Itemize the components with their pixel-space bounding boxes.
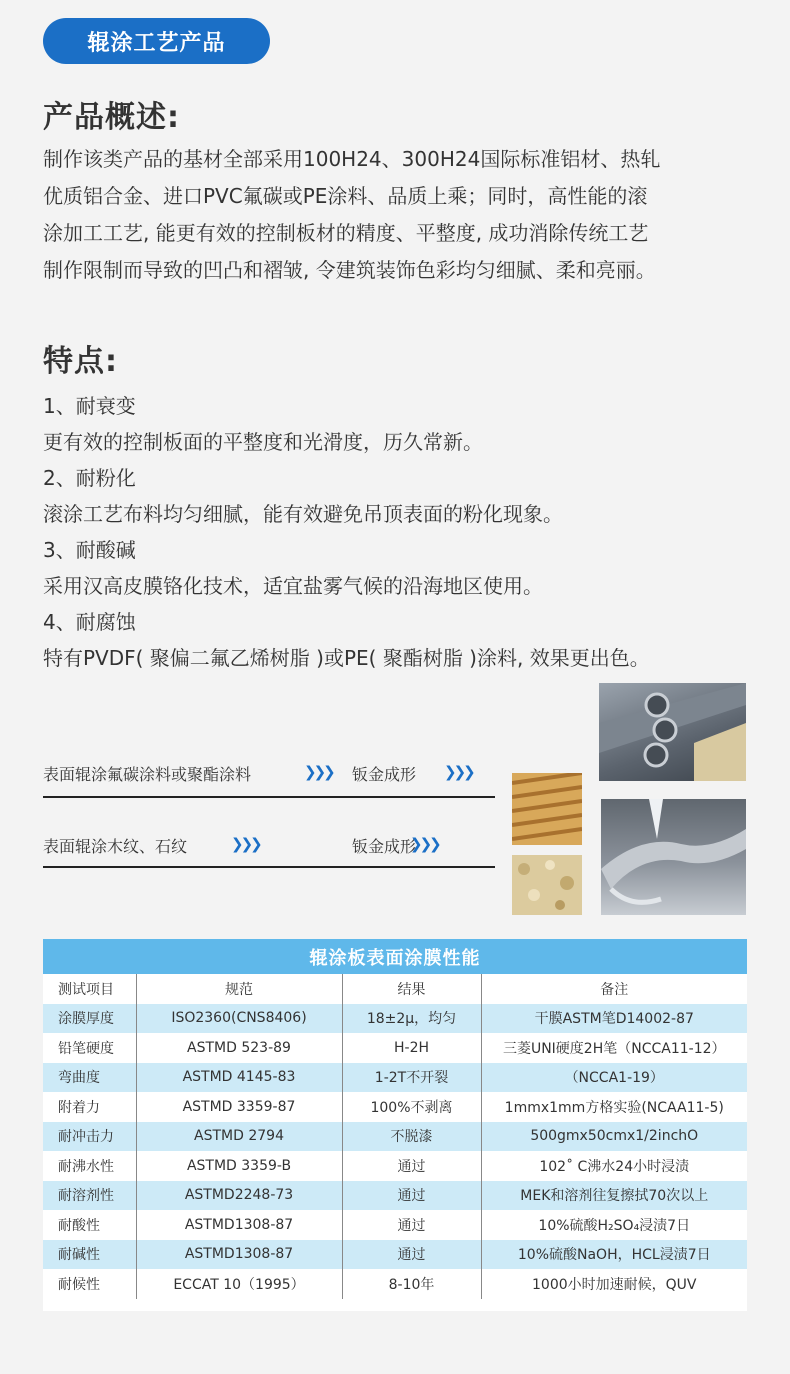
result-cell: 8-10年 [342, 1269, 481, 1299]
result-cell: 100%不剥离 [342, 1092, 481, 1122]
test-item-cell: 耐碱性 [43, 1240, 136, 1270]
note-cell: 102˚ C沸水24小时浸渍 [481, 1151, 747, 1181]
standard-cell: ISO2360(CNS8406) [136, 1004, 342, 1034]
column-header: 结果 [342, 974, 481, 1004]
test-item-cell: 耐酸性 [43, 1210, 136, 1240]
result-cell: 通过 [342, 1181, 481, 1211]
test-item-cell: 弯曲度 [43, 1063, 136, 1093]
table-row [43, 1151, 747, 1181]
column-header: 规范 [136, 974, 342, 1004]
note-cell: 500gmx50cmx1/2inchO [481, 1122, 747, 1152]
feature-description: 采用汉高皮膜铬化技术，适宜盐雾气候的沿海地区使用。 [43, 574, 543, 598]
formed-gutter-image [601, 799, 746, 915]
overview-line: 优质铝合金、进口PVC氟碳或PE涂料、品质上乘；同时，高性能的滚 [43, 184, 648, 208]
feature-description: 特有PVDF( 聚偏二氟乙烯树脂 )或PE( 聚酯树脂 )涂料, 效果更出色。 [43, 646, 650, 670]
standard-cell: ASTMD 4145-83 [136, 1063, 342, 1093]
standard-cell: ASTMD 523-89 [136, 1033, 342, 1063]
standard-cell: ASTMD 3359-87 [136, 1092, 342, 1122]
test-item-cell: 耐沸水性 [43, 1151, 136, 1181]
test-item-cell: 附着力 [43, 1092, 136, 1122]
test-item-cell: 耐候性 [43, 1269, 136, 1299]
process-step-coating: 表面辊涂氟碳涂料或聚酯涂料 [43, 765, 252, 784]
standard-cell: ASTMD1308-87 [136, 1240, 342, 1270]
result-cell: 1-2T不开裂 [342, 1063, 481, 1093]
coating-performance-table [43, 939, 747, 1311]
result-cell: H-2H [342, 1033, 481, 1063]
feature-description: 更有效的控制板面的平整度和光滑度，历久常新。 [43, 430, 483, 454]
table-row [43, 1269, 747, 1299]
test-item-cell: 耐冲击力 [43, 1122, 136, 1152]
standard-cell: ECCAT 10（1995） [136, 1269, 342, 1299]
feature-heading: 2、耐粉化 [43, 466, 136, 490]
stone-texture-sample-image [512, 855, 582, 915]
note-cell: 10%硫酸NaOH，HCL浸渍7日 [481, 1240, 747, 1270]
feature-heading: 1、耐衰变 [43, 394, 136, 418]
table-row [43, 1033, 747, 1063]
table-row [43, 1122, 747, 1152]
test-item-cell: 涂膜厚度 [43, 1004, 136, 1034]
table-header-row [43, 974, 747, 1004]
standard-cell: ASTMD2248-73 [136, 1181, 342, 1211]
overview-line: 涂加工工艺, 能更有效的控制板材的精度、平整度, 成功消除传统工艺 [43, 221, 649, 245]
chevron-right-icon: ❯❯❯ [231, 835, 260, 853]
test-item-cell: 铅笔硬度 [43, 1033, 136, 1063]
note-cell: 1mmx1mm方格实验(NCAA11-5) [481, 1092, 747, 1122]
features-title: 特点: [43, 344, 118, 379]
chevron-right-icon: ❯❯❯ [304, 763, 333, 781]
table-row [43, 1092, 747, 1122]
note-cell: 干膜ASTM笔D14002-87 [481, 1004, 747, 1034]
note-cell: （NCCA1-19） [481, 1063, 747, 1093]
wood-grain-sample-image [512, 773, 582, 845]
overview-line: 制作该类产品的基材全部采用100H24、300H24国际标准铝材、热轧 [43, 147, 661, 171]
standard-cell: ASTMD 3359-B [136, 1151, 342, 1181]
section-badge: 辊涂工艺产品 [43, 18, 270, 64]
result-cell: 通过 [342, 1240, 481, 1270]
column-header: 测试项目 [43, 974, 136, 1004]
result-cell: 通过 [342, 1210, 481, 1240]
table-row [43, 1210, 747, 1240]
result-cell: 18±2μ，均匀 [342, 1004, 481, 1034]
chevron-right-icon: ❯❯❯ [410, 835, 439, 853]
process-step-forming: 钣金成形 [352, 765, 417, 784]
table-footer-spacer [43, 1299, 747, 1311]
note-cell: 10%硫酸H₂SO₄浸渍7日 [481, 1210, 747, 1240]
column-header: 备注 [481, 974, 747, 1004]
table-row [43, 1063, 747, 1093]
process-step-forming: 钣金成形 [352, 837, 417, 856]
note-cell: MEK和溶剂往复擦拭70次以上 [481, 1181, 747, 1211]
result-cell: 通过 [342, 1151, 481, 1181]
table-row [43, 1004, 747, 1034]
table-row [43, 1181, 747, 1211]
note-cell: 1000小时加速耐候，QUV [481, 1269, 747, 1299]
overview-line: 制作限制而导致的凹凸和褶皱, 令建筑装饰色彩均匀细腻、柔和亮丽。 [43, 258, 656, 282]
feature-heading: 3、耐酸碱 [43, 538, 136, 562]
coated-pipes-image [599, 683, 746, 781]
result-cell: 不脱漆 [342, 1122, 481, 1152]
divider [43, 866, 495, 868]
test-item-cell: 耐溶剂性 [43, 1181, 136, 1211]
standard-cell: ASTMD1308-87 [136, 1210, 342, 1240]
feature-heading: 4、耐腐蚀 [43, 610, 136, 634]
feature-description: 滚涂工艺布料均匀细腻，能有效避免吊顶表面的粉化现象。 [43, 502, 563, 526]
process-step-texture: 表面辊涂木纹、石纹 [43, 837, 188, 856]
table-title: 辊涂板表面涂膜性能 [43, 939, 747, 974]
standard-cell: ASTMD 2794 [136, 1122, 342, 1152]
note-cell: 三菱UNI硬度2H笔（NCCA11-12） [481, 1033, 747, 1063]
divider [43, 796, 495, 798]
chevron-right-icon: ❯❯❯ [444, 763, 473, 781]
table-row [43, 1240, 747, 1270]
overview-title: 产品概述: [43, 100, 180, 135]
